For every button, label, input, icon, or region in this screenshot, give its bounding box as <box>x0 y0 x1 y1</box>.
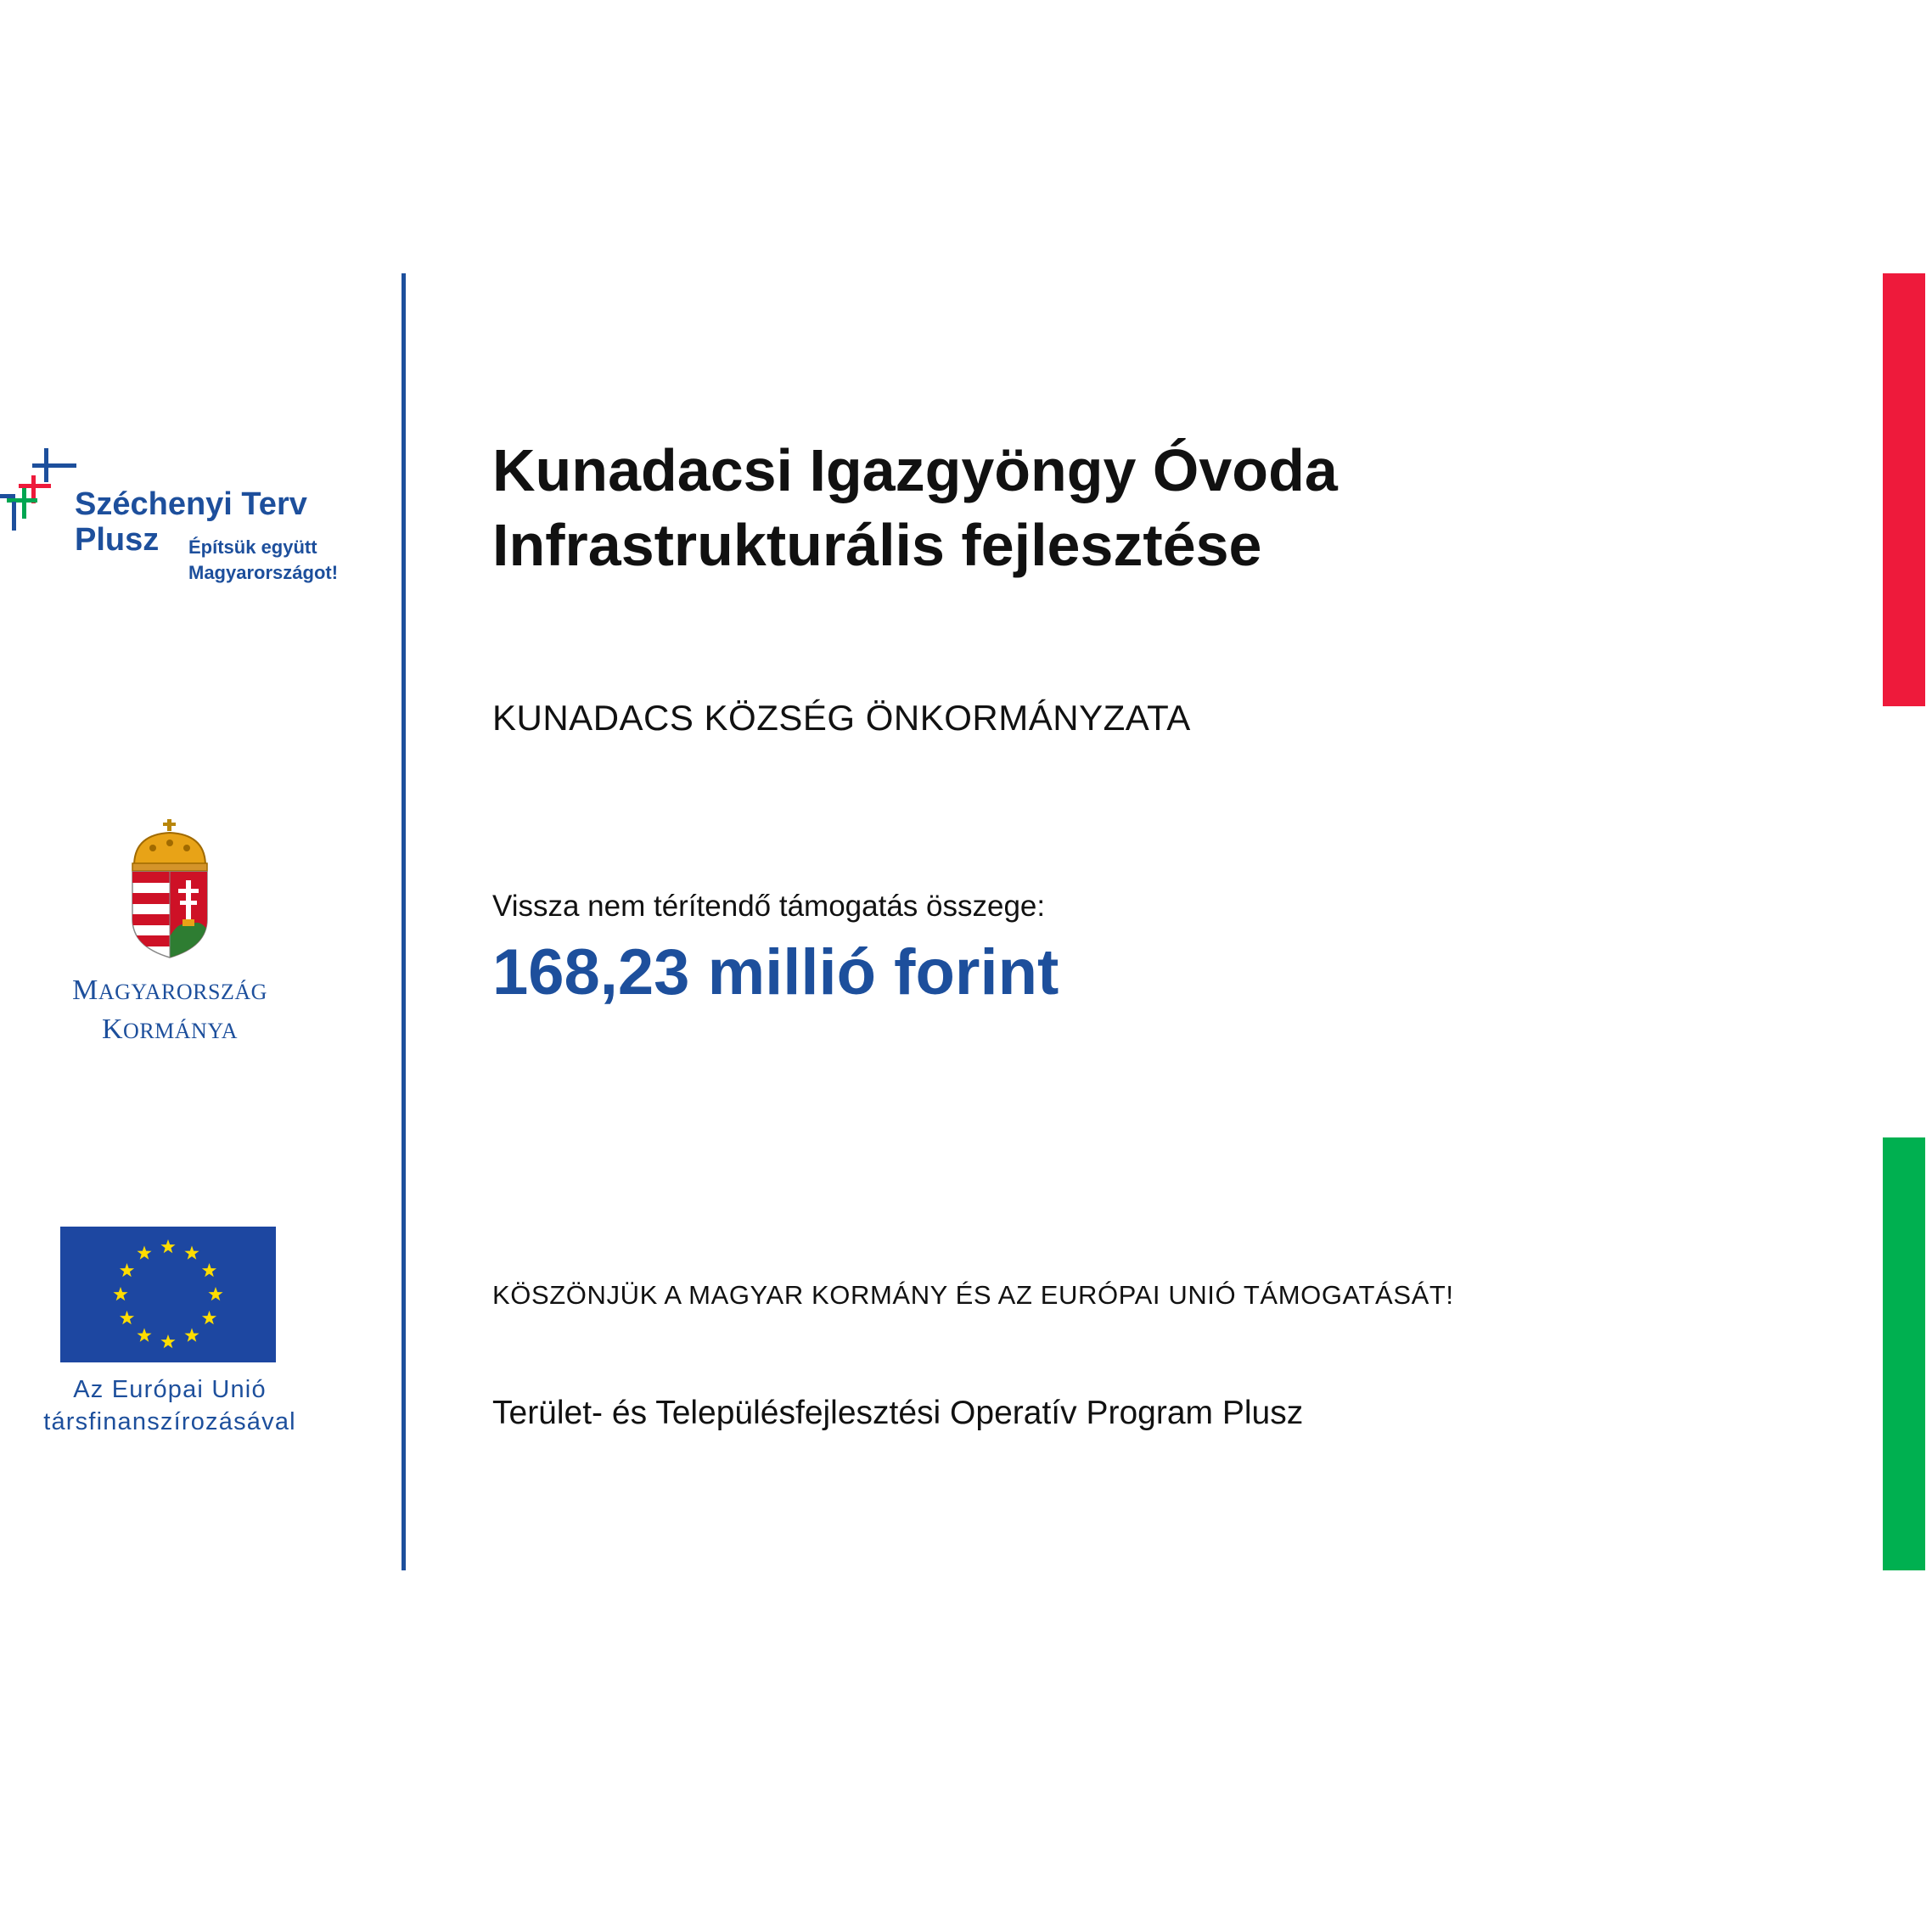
szechenyi-cross-icon <box>0 446 81 531</box>
beneficiary-name: KUNADACS KÖZSÉG ÖNKORMÁNYZATA <box>492 698 1191 738</box>
program-name: Terület- és Településfejlesztési Operatív Program Plusz <box>492 1395 1304 1431</box>
line1-rest: AGYARORSZÁG <box>98 980 267 1004</box>
eu-caption-line-1: Az Európai Unió <box>73 1376 267 1403</box>
government-name <box>34 972 306 1050</box>
government-name-line-2 <box>34 1011 306 1050</box>
project-title <box>492 433 1817 582</box>
grant-amount-value: 168,23 millió forint <box>492 936 1059 1008</box>
szechenyi-slogan <box>188 535 338 586</box>
eu-caption <box>0 1373 340 1438</box>
eu-flag-icon <box>60 1227 276 1362</box>
eu-logo <box>0 1227 340 1439</box>
line1-initial: M <box>72 974 98 1006</box>
slogan-line-2: Magyarországot! <box>188 562 339 583</box>
project-title-line-2: Infrastrukturális fejlesztése <box>492 512 1262 578</box>
line2-rest: ORMÁNYA <box>123 1019 239 1043</box>
green-stripe <box>1883 1137 1925 1570</box>
szechenyi-title: Széchenyi Terv <box>75 486 307 522</box>
thanks-message: KÖSZÖNJÜK A MAGYAR KORMÁNY ÉS AZ EURÓPAI UNIÓ TÁMOGATÁSÁT! <box>492 1280 1454 1310</box>
szechenyi-terv-plusz-logo <box>0 446 357 586</box>
red-stripe <box>1883 273 1925 706</box>
slogan-line-1: Építsük együtt <box>188 536 317 558</box>
government-name-line-1 <box>34 972 306 1011</box>
eu-caption-line-2: társfinanszírozásával <box>43 1408 296 1435</box>
vertical-divider <box>402 273 406 1570</box>
hungarian-government-logo <box>34 819 306 1045</box>
grant-amount-label: Vissza nem térítendő támogatás összege: <box>492 890 1046 923</box>
line2-initial: K <box>101 1014 124 1045</box>
hungarian-coat-of-arms-icon <box>127 819 212 959</box>
szechenyi-plus: Plusz <box>75 522 160 558</box>
project-title-line-1: Kunadacsi Igazgyöngy Óvoda <box>492 437 1338 503</box>
